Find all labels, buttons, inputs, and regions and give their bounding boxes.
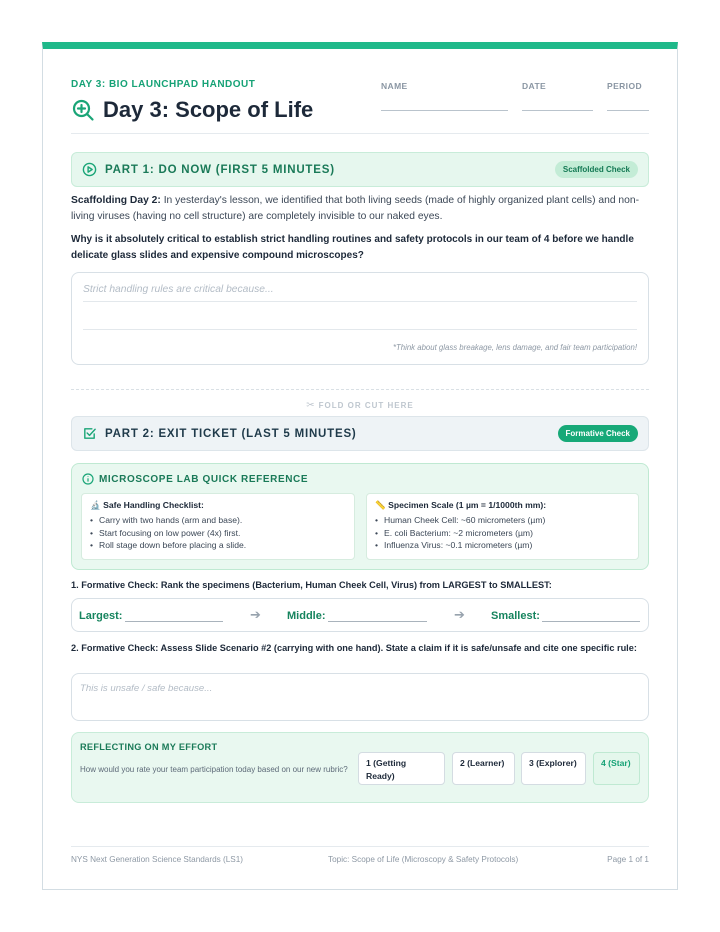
part1-title: PART 1: DO NOW (FIRST 5 MINUTES) <box>105 163 335 176</box>
handout-eyebrow: DAY 3: BIO LAUNCHPAD HANDOUT <box>71 79 256 90</box>
scaffolding-paragraph <box>71 193 649 224</box>
cut-line <box>71 389 649 390</box>
part1-answer-box[interactable] <box>71 272 649 365</box>
question-1: 1. Formative Check: Rank the specimens (Bacterium, Human Cheek Cell, Virus) from LARGEST to SMALLEST: <box>71 580 552 590</box>
rating-option-3[interactable]: 3 (Explorer) <box>521 752 586 785</box>
cut-label-text: FOLD OR CUT HERE <box>318 401 414 410</box>
part2-title: PART 2: EXIT TICKET (LAST 5 MINUTES) <box>105 427 357 440</box>
formative-check-badge: Formative Check <box>558 425 638 442</box>
part1-hint: *Think about glass breakage, lens damage, and fair team participation! <box>392 343 637 352</box>
middle-blank[interactable] <box>328 621 427 622</box>
part1-answer-placeholder: Strict handling rules are critical because... <box>83 284 274 295</box>
arrow-icon: ➔ <box>250 607 261 622</box>
question-2-answer-box[interactable] <box>71 673 649 721</box>
cut-label <box>71 400 649 411</box>
arrow-icon: ➔ <box>454 607 465 622</box>
rating-option-1[interactable]: 1 (Getting Ready) <box>358 752 445 785</box>
question-2: 2. Formative Check: Assess Slide Scenario #2 (carrying with one hand). State a claim if it is safe/unsafe and cite one specific rule: <box>71 643 637 653</box>
rating-option-4[interactable]: 4 (Star) <box>593 752 640 785</box>
specimen-scale-list <box>375 514 630 552</box>
name-label: NAME <box>381 81 408 91</box>
handling-checklist-card <box>81 493 355 560</box>
smallest-label: Smallest: <box>491 610 540 622</box>
quick-reference-panel <box>71 463 649 570</box>
part2-header <box>71 416 649 451</box>
part1-question: Why is it absolutely critical to establish strict handling routines and safety protocols in our team of 4 before we handle delicate glass slides and expensive compound microscopes? <box>71 234 634 261</box>
list-item: • E. coli Bacterium: ~2 micrometers (µm) <box>375 527 630 540</box>
scaffolding-text: In yesterday's lesson, we identified that both living seeds (made of highly organized plant cells) and non-living viruses (having no cell structure) are completely invisible to our naked eyes. <box>71 195 640 222</box>
rating-option-2[interactable]: 2 (Learner) <box>452 752 515 785</box>
list-item: • Influenza Virus: ~0.1 micrometers (µm) <box>375 539 630 552</box>
page-title: Day 3: Scope of Life <box>103 97 314 122</box>
question-2-placeholder: This is unsafe / safe because... <box>80 683 213 694</box>
answer-rule <box>83 301 637 302</box>
list-item: • Roll stage down before placing a slide. <box>90 539 346 552</box>
middle-label: Middle: <box>287 610 326 622</box>
reflection-panel <box>71 732 649 803</box>
magnifier-plus-icon <box>71 98 95 122</box>
specimen-scale-card <box>366 493 639 560</box>
specimen-scale-heading: 📏 Specimen Scale (1 µm = 1/1000th mm): <box>375 500 547 510</box>
handling-checklist <box>90 514 346 552</box>
period-label: PERIOD <box>607 81 642 91</box>
header-divider <box>71 133 649 134</box>
title-row <box>71 97 313 123</box>
quick-reference-title-text: MICROSCOPE LAB QUICK REFERENCE <box>99 473 309 485</box>
part1-header <box>71 152 649 187</box>
footer-divider <box>71 846 649 847</box>
list-item: • Start focusing on low power (4x) first. <box>90 527 346 540</box>
reflection-title: REFLECTING ON MY EFFORT <box>80 742 218 752</box>
checkbox-icon <box>82 426 97 441</box>
answer-rule <box>83 329 637 330</box>
scaffolding-label: Scaffolding Day 2: <box>71 195 161 206</box>
footer-topic: Topic: Scope of Life (Microscopy & Safety Protocols) <box>328 855 519 864</box>
play-circle-icon <box>82 162 97 177</box>
largest-label: Largest: <box>79 610 123 622</box>
quick-reference-title <box>82 473 308 485</box>
list-item: • Carry with two hands (arm and base). <box>90 514 346 527</box>
ranking-box <box>71 598 649 632</box>
handout-page <box>42 42 678 890</box>
info-circle-icon <box>82 473 94 485</box>
scissors-icon: ✂ <box>306 400 315 411</box>
name-field[interactable] <box>381 110 508 111</box>
largest-blank[interactable] <box>125 621 223 622</box>
reflection-question: How would you rate your team participation today based on our new rubric? <box>80 765 348 774</box>
footer-page-number: Page 1 of 1 <box>607 855 649 864</box>
scaffolded-check-badge: Scaffolded Check <box>555 161 638 178</box>
date-label: DATE <box>522 81 547 91</box>
list-item: • Human Cheek Cell: ~60 micrometers (µm) <box>375 514 630 527</box>
footer-standards: NYS Next Generation Science Standards (LS1) <box>71 855 244 864</box>
date-field[interactable] <box>522 110 593 111</box>
handling-checklist-heading: 🔬 Safe Handling Checklist: <box>90 500 204 510</box>
smallest-blank[interactable] <box>542 621 640 622</box>
period-field[interactable] <box>607 110 649 111</box>
